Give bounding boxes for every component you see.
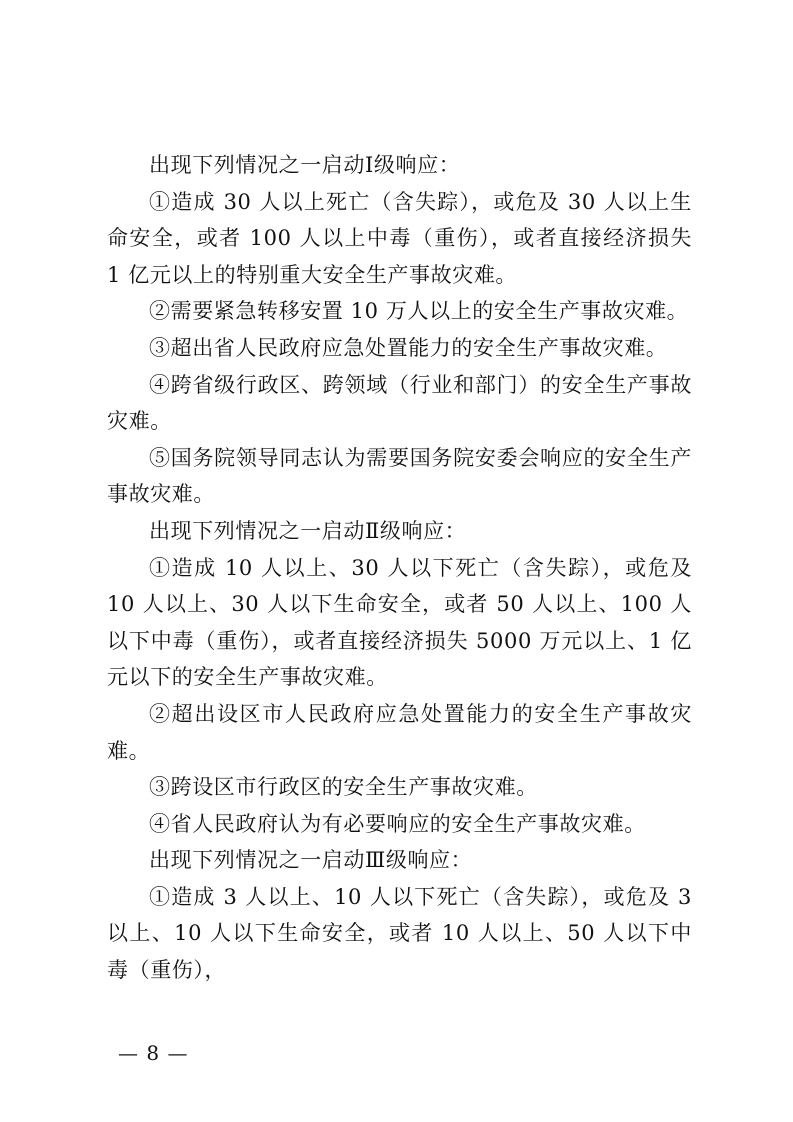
page-number: — 8 —: [118, 1041, 189, 1065]
paragraph-level2-item3: ③跨设区市行政区的安全生产事故灾难。: [149, 775, 538, 800]
paragraph-level1-item5: ⑤国务院领导同志认为需要国务院安委会响应的安全生产事故灾难。: [107, 445, 692, 507]
paragraph-level1-item4: ④跨省级行政区、跨领域（行业和部门）的安全生产事故灾难。: [107, 372, 692, 434]
paragraph-level2-item1: ①造成 10 人以上、30 人以下死亡（含失踪），或危及 10 人以上、30 人以下生命安全，或者 50 人以上、100 人以下中毒（重伤），或者直接经济损失 5000 万元以上、1 亿元以下的安全生产事故灾难。: [107, 555, 692, 690]
paragraph-level3-item1: ①造成 3 人以上、10 人以下死亡（含失踪），或危及 3 以上、10 人以下生命安全，或者 10 人以上、50 人以下中毒（重伤），: [107, 884, 692, 983]
paragraph-level1-item3: ③超出省人民政府应急处置能力的安全生产事故灾难。: [149, 335, 668, 360]
paragraph-level2-item4: ④省人民政府认为有必要响应的安全生产事故灾难。: [149, 811, 646, 836]
paragraph-level2-heading: 出现下列情况之一启动Ⅱ级响应：: [149, 518, 467, 543]
paragraph-level1-item1: ①造成 30 人以上死亡（含失踪），或危及 30 人以上生命安全，或者 100 人以上中毒（重伤），或者直接经济损失 1 亿元以上的特别重大安全生产事故灾难。: [107, 189, 692, 287]
document-body: [107, 147, 692, 989]
paragraph-level2-item2: ②超出设区市人民政府应急处置能力的安全生产事故灾难。: [107, 701, 692, 763]
paragraph-level1-item2: ②需要紧急转移安置 10 万人以上的安全生产事故灾难。: [149, 299, 689, 324]
paragraph-level3-heading: 出现下列情况之一启动Ⅲ级响应：: [149, 848, 473, 873]
paragraph-level1-heading: 出现下列情况之一启动Ⅰ级响应：: [149, 153, 461, 177]
